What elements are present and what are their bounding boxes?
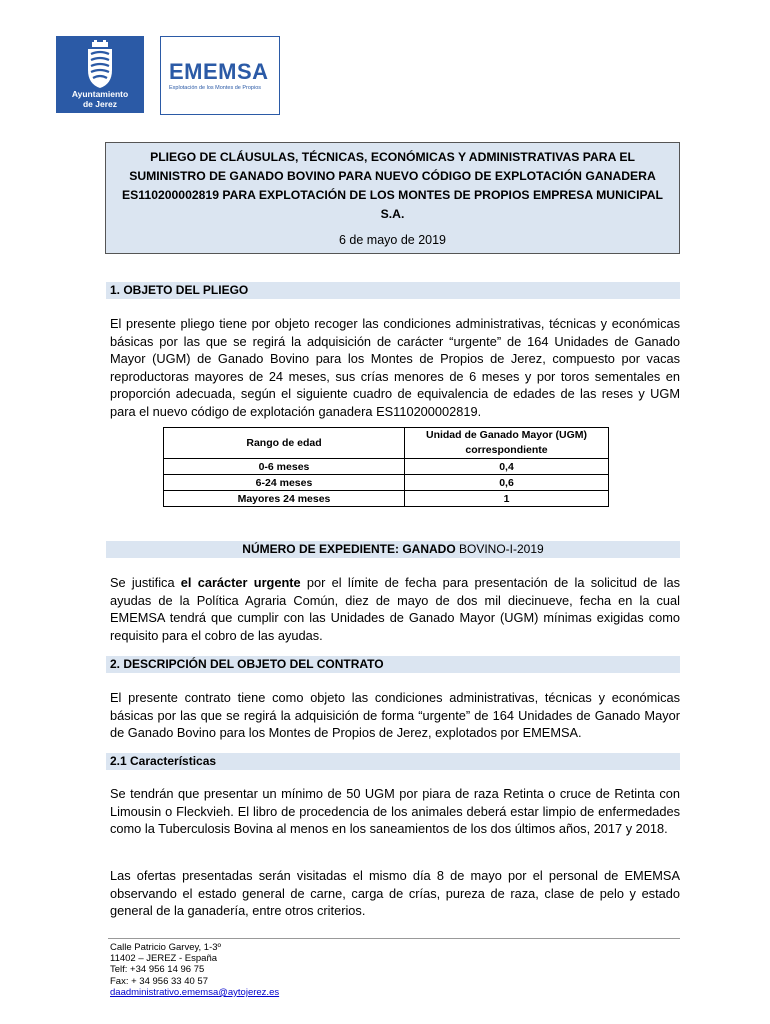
urgency-paragraph <box>110 574 680 644</box>
section-1-heading: 1. OBJETO DEL PLIEGO <box>106 282 680 299</box>
title-line-3: ES110200002819 PARA EXPLOTACIÓN DE LOS MONTES DE PROPIOS EMPRESA MUNICIPAL <box>122 188 663 202</box>
section-2-heading: 2. DESCRIPCIÓN DEL OBJETO DEL CONTRATO <box>106 656 680 673</box>
urgency-bold: el carácter urgente <box>180 575 301 590</box>
expediente-heading <box>106 541 680 558</box>
ayuntamiento-line2: de Jerez <box>82 98 118 109</box>
document-date: 6 de mayo de 2019 <box>338 233 447 247</box>
title-line-1: PLIEGO DE CLÁUSULAS, TÉCNICAS, ECONÓMICAS Y ADMINISTRATIVAS PARA EL <box>150 150 635 164</box>
cell-range: 6-24 meses <box>164 475 405 491</box>
section-2-1-paragraph-1: Se tendrán que presentar un mínimo de 50 UGM por piara de raza Retinta o cruce de Retinta con Limousin o Fleckvieh. El libro de procedencia de los animales deberá estar limpio de enfermedades como la Tuberculosis Bovina al menos en los saneamientos de los dos últimos años, 2017 y 2018. <box>110 786 680 836</box>
header-ugm: Unidad de Ganado Mayor (UGM) correspondiente <box>405 428 609 459</box>
cell-ugm: 0,6 <box>405 475 609 491</box>
header-age-range: Rango de edad <box>164 428 405 459</box>
cell-ugm: 1 <box>405 491 609 507</box>
table-row <box>164 491 609 507</box>
title-line-4: S.A. <box>380 207 405 221</box>
footer-divider <box>108 938 680 939</box>
footer-phone: Telf: +34 956 14 96 75 <box>110 964 205 976</box>
document-title <box>106 148 679 224</box>
footer-fax: Fax: + 34 956 33 40 57 <box>110 975 208 987</box>
footer-contact <box>110 942 279 998</box>
ayuntamiento-line1: Ayuntamiento <box>71 89 129 99</box>
expediente-label: NÚMERO DE EXPEDIENTE: GANADO <box>242 542 456 556</box>
cell-range: Mayores 24 meses <box>164 491 405 507</box>
section-2-1-paragraph-2: Las ofertas presentadas serán visitadas el mismo día 8 de mayo por el personal de EMEMSA observando el estado general de carne, carga de crías, pureza de raza, clase de pelo y estado general de la ganadería, entre otros criterios. <box>110 868 680 918</box>
table-row <box>164 475 609 491</box>
document-title-box <box>105 142 680 254</box>
table-header-row <box>164 428 609 459</box>
section-2-1-heading: 2.1 Características <box>106 753 680 770</box>
footer-address: Calle Patricio Garvey, 1-3º <box>110 942 221 953</box>
ememsa-logo <box>160 36 280 115</box>
urgency-prefix: Se justifica <box>110 575 181 590</box>
company-name: EMEMSA <box>169 59 269 84</box>
expediente-code: BOVINO-I-2019 <box>455 542 544 556</box>
company-tagline: Explotación de los Montes de Propios <box>169 85 262 91</box>
footer-city: 11402 – JEREZ - España <box>110 953 218 965</box>
section-2-paragraph: El presente contrato tiene como objeto las condiciones administrativas, técnicas y económicas básicas por las que se regirá la adquisición de forma “urgente” de 164 Unidades de Ganado Mayor de Ganado Bovino para los Montes de Propios de Jerez, explotados por EMEMSA. <box>110 690 680 740</box>
title-line-2: SUMINISTRO DE GANADO BOVINO PARA NUEVO CÓDIGO DE EXPLOTACIÓN GANADERA <box>129 169 656 183</box>
table-row <box>164 459 609 475</box>
jerez-shield-icon <box>80 40 120 90</box>
cell-range: 0-6 meses <box>164 459 405 475</box>
urgency-rest: por el límite de fecha para presentación de la solicitud de las ayudas de la Política Agraria Común, diez de mayo de dos mil diecinueve, fecha en la cual EMEMSA tendrá que cumplir con las Unidades de Ganado Mayor (UGM) mínimas exigidas como requisito para el cobro de las ayudas. <box>110 575 680 643</box>
footer-email-link[interactable]: daadministrativo.ememsa@aytojerez.es <box>110 986 280 998</box>
age-equivalence-table <box>163 427 609 507</box>
cell-ugm: 0,4 <box>405 459 609 475</box>
ayuntamiento-logo <box>56 36 144 113</box>
section-1-paragraph: El presente pliego tiene por objeto recoger las condiciones administrativas, técnicas y económicas básicas por las que se regirá la adquisición de carácter “urgente” de 164 Unidades de Ganado Mayor (UGM) de Ganado Bovino para los Montes de Propios de Jerez, compuesto por vacas reproductoras mayores de 24 meses, sus crías menores de 6 meses y por toros sementales en proporción adecuada, según el siguiente cuadro de equivalencia de edades de las reses y UGM para el nuevo código de explotación ganadera ES110200002819. <box>110 316 680 419</box>
